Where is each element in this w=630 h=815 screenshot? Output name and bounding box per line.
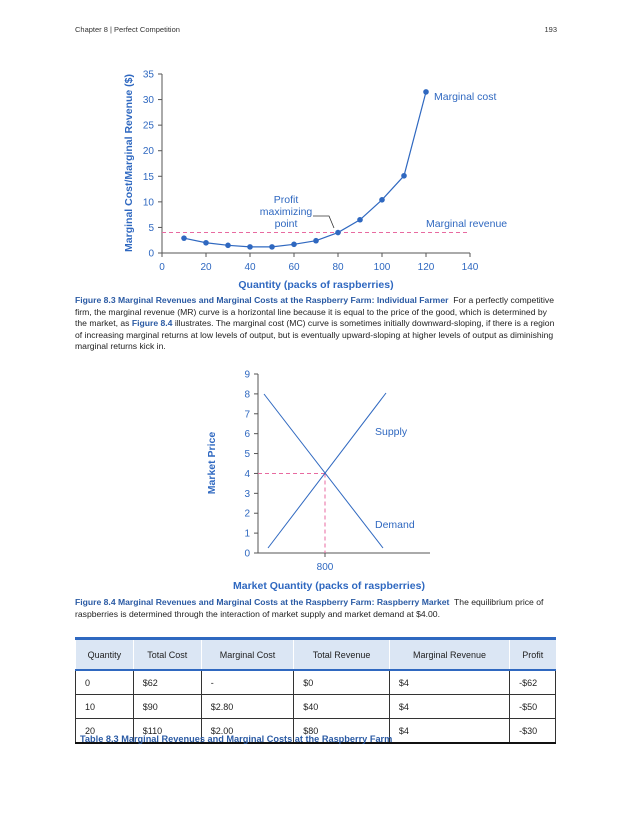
y-tick-label: 1	[244, 528, 250, 540]
table-cell: $110	[133, 719, 201, 744]
y-tick-label: 4	[244, 468, 250, 480]
y-tick-label: 20	[142, 146, 154, 158]
y-tick-label: 7	[244, 409, 250, 421]
table-cell: 10	[76, 695, 134, 719]
marginal-revenue-cost-table	[75, 637, 556, 744]
table-cell: $90	[133, 695, 201, 719]
y-tick-label: 30	[142, 95, 154, 107]
x-axis-label: Quantity (packs of raspberries)	[238, 279, 394, 291]
table-8-3-caption: Table 8.3 Marginal Revenues and Marginal Costs at the Raspberry Farm	[80, 734, 393, 744]
marginal-cost-point	[269, 244, 275, 250]
y-tick-label: 0	[148, 248, 154, 260]
figure-8-3-caption-text-1: For a perfectly competitive firm, the marginal revenue (MR) curve is a horizontal line because it is equal to the price of the good, which is determined by the market, as	[75, 295, 555, 329]
x-tick-label: 80	[332, 262, 344, 273]
table-header-row	[76, 639, 556, 671]
y-tick-label: 5	[244, 449, 250, 461]
marginal-cost-point	[247, 244, 253, 250]
table-cell: $2.00	[201, 719, 294, 744]
table-cell: $0	[294, 670, 390, 695]
col-total-cost: Total Cost	[133, 639, 201, 671]
table-cell: $62	[133, 670, 201, 695]
y-axis-label: Market Price	[206, 431, 218, 495]
table-cell: 20	[76, 719, 134, 744]
x-tick-label: 40	[244, 262, 256, 273]
table-cell: 0	[76, 670, 134, 695]
figure-8-3-caption	[75, 295, 555, 353]
x-tick-label: 60	[288, 262, 300, 273]
table-cell: $4	[389, 719, 509, 744]
figure-8-4-caption-label: Figure 8.4 Marginal Revenues and Marginal Costs at the Raspberry Farm: Raspberry Market	[75, 597, 450, 607]
x-tick-label: 120	[417, 262, 435, 273]
y-tick-label: 10	[142, 197, 154, 209]
figure-8-4-caption-text: The equilibrium price of raspberries is determined through the interaction of market supply and market demand at $4.00.	[75, 597, 544, 619]
marginal-cost-revenue-chart	[0, 0, 630, 300]
marginal-cost-point	[181, 235, 187, 241]
running-header-chapter: Chapter 8 | Perfect Competition	[75, 25, 180, 34]
marginal-cost-point	[225, 243, 231, 249]
marginal-cost-point	[423, 89, 429, 95]
table-row	[76, 670, 556, 695]
marginal-cost-point	[313, 238, 319, 244]
col-marginal-revenue: Marginal Revenue	[389, 639, 509, 671]
table-cell: -$30	[510, 719, 556, 744]
annotation-pointer	[313, 216, 334, 228]
marginal-cost-label: Marginal cost	[434, 91, 497, 103]
y-tick-label: 9	[244, 369, 250, 381]
figure-8-3-caption-text-2: illustrates. The marginal cost (MC) curve is sometimes initially downward-sloping, if there is a region of increasing marginal returns at low levels of output, but is eventually upward-sloping at higher levels of output as diminishing marginal returns kick in.	[75, 318, 555, 352]
marginal-cost-line	[184, 92, 426, 247]
y-tick-label: 6	[244, 429, 250, 441]
table-cell: -$62	[510, 670, 556, 695]
x-axis-label: Market Quantity (packs of raspberries)	[233, 580, 425, 592]
x-tick-label: 800	[316, 562, 334, 573]
supply-curve	[268, 393, 386, 548]
x-tick-label: 20	[200, 262, 212, 273]
demand-label: Demand	[375, 519, 415, 531]
page-number: 193	[544, 25, 557, 34]
table-cell: -$50	[510, 695, 556, 719]
marginal-cost-point	[335, 230, 341, 236]
supply-label: Supply	[375, 426, 408, 438]
annotation-maximizing: maximizing	[259, 206, 313, 218]
y-tick-label: 25	[142, 120, 154, 132]
marginal-cost-point	[291, 242, 297, 248]
x-tick-label: 140	[461, 262, 479, 273]
raspberry-market-chart	[0, 360, 630, 595]
marginal-revenue-label: Marginal revenue	[426, 218, 508, 230]
x-tick-label: 0	[159, 262, 165, 273]
col-marginal-cost: Marginal Cost	[201, 639, 294, 671]
col-profit: Profit	[510, 639, 556, 671]
y-tick-label: 3	[244, 488, 250, 500]
demand-curve	[264, 394, 383, 548]
y-tick-label: 8	[244, 389, 250, 401]
y-axis-label: Marginal Cost/Marginal Revenue ($)	[123, 74, 135, 252]
marginal-cost-point	[379, 197, 385, 203]
y-tick-label: 35	[142, 69, 154, 81]
marginal-cost-point	[357, 217, 363, 223]
figure-8-4-caption	[75, 597, 555, 620]
figure-8-3-caption-label: Figure 8.3 Marginal Revenues and Marginal Costs at the Raspberry Farm: Individual Farmer	[75, 295, 449, 305]
marginal-cost-point	[401, 173, 407, 179]
table-cell: -	[201, 670, 294, 695]
table-cell: $80	[294, 719, 390, 744]
figure-8-4-reference-link[interactable]: Figure 8.4	[131, 318, 173, 329]
y-tick-label: 5	[148, 222, 154, 234]
table-cell: $40	[294, 695, 390, 719]
table-cell: $4	[389, 670, 509, 695]
table-row	[76, 695, 556, 719]
y-tick-label: 0	[244, 548, 250, 560]
y-tick-label: 15	[142, 171, 154, 183]
marginal-cost-point	[203, 240, 209, 246]
y-tick-label: 2	[244, 508, 250, 520]
annotation-profit: Profit	[273, 194, 299, 206]
table-cell: $2.80	[201, 695, 294, 719]
table-cell: $4	[389, 695, 509, 719]
col-quantity: Quantity	[76, 639, 134, 671]
x-tick-label: 100	[373, 262, 391, 273]
col-total-revenue: Total Revenue	[294, 639, 390, 671]
annotation-point: point	[274, 218, 298, 230]
